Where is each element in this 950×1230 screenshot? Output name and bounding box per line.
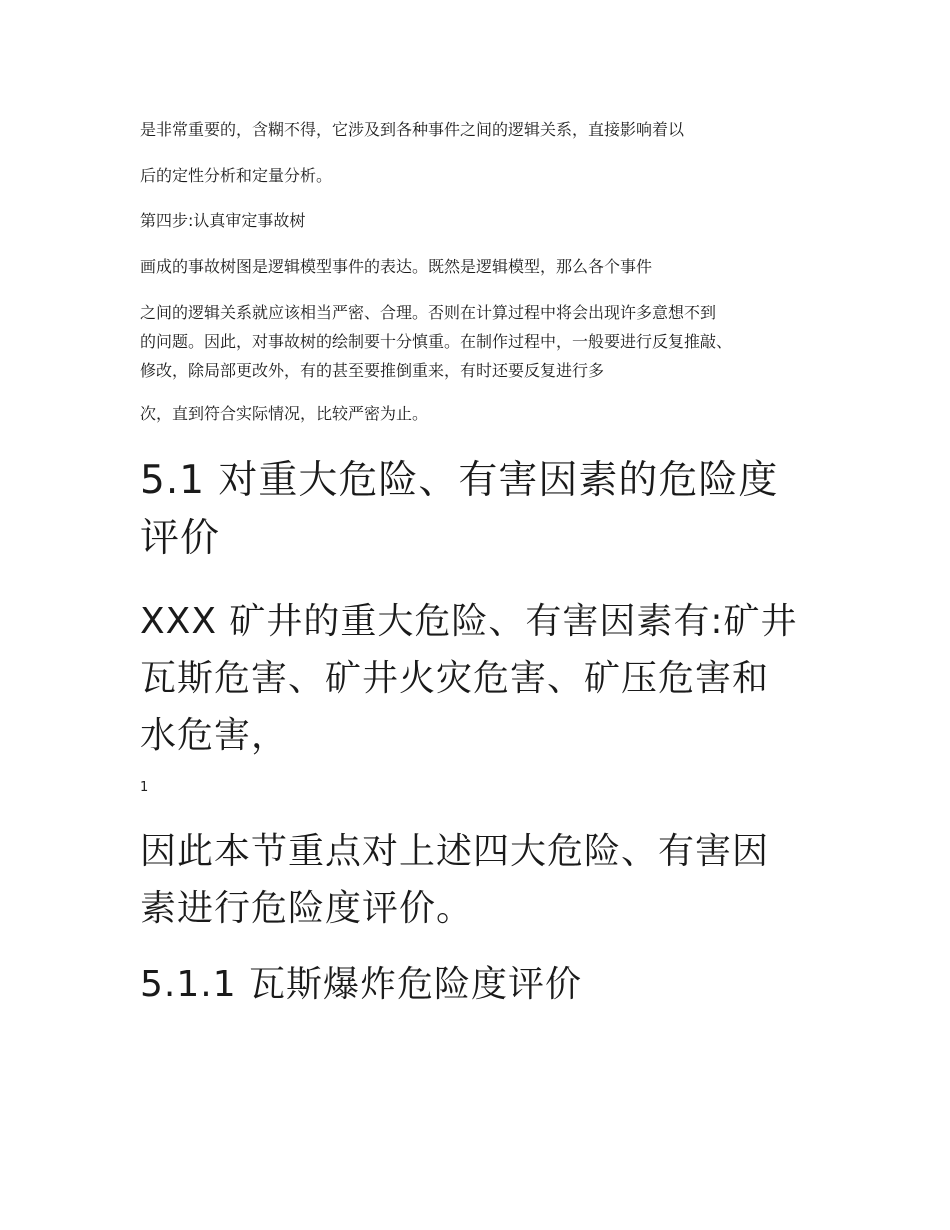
- hazards-intro: [140, 593, 830, 764]
- step-four-heading: 第四步:认真审定事故树: [140, 211, 306, 230]
- paragraph-line: 修改，除局部更改外，有的甚至要推倒重来，有时还要反复进行多: [140, 361, 605, 380]
- heading-line: 评价: [140, 516, 221, 561]
- heading-line: 5.1 对重大危险、有害因素的危险度: [140, 458, 779, 503]
- intro-line: XXX 矿井的重大危险、有害因素有:矿井: [140, 601, 798, 642]
- intro-line: 瓦斯危害、矿井火灾危害、矿压危害和: [140, 658, 770, 699]
- focus-line: 因此本节重点对上述四大危险、有害因: [140, 831, 770, 872]
- paragraph-line: 之间的逻辑关系就应该相当严密、合理。否则在计算过程中将会出现许多意想不到: [140, 303, 717, 322]
- paragraph-fault-tree-expression: 画成的事故树图是逻辑模型事件的表达。既然是逻辑模型，那么各个事件: [140, 257, 653, 276]
- paragraph-line: 的问题。因此，对事故树的绘制要十分慎重。在制作过程中，一般要进行反复推敲、: [140, 332, 733, 351]
- subsection-heading: 5.1.1 瓦斯爆炸危险度评价: [140, 964, 583, 1005]
- intro-line: 水危害，: [140, 715, 289, 756]
- paragraph-fault-tree-review: [140, 298, 820, 385]
- evaluation-focus: [140, 823, 830, 937]
- paragraph-analysis: 后的定性分析和定量分析。: [140, 166, 333, 185]
- focus-line: 素进行危险度评价。: [140, 888, 474, 929]
- section-heading: [140, 452, 830, 568]
- paragraph-conclusion: 次，直到符合实际情况，比较严密为止。: [140, 404, 429, 423]
- page-number: 1: [140, 780, 149, 795]
- paragraph-logic-importance: 是非常重要的，含糊不得，它涉及到各种事件之间的逻辑关系，直接影响着以: [140, 120, 685, 139]
